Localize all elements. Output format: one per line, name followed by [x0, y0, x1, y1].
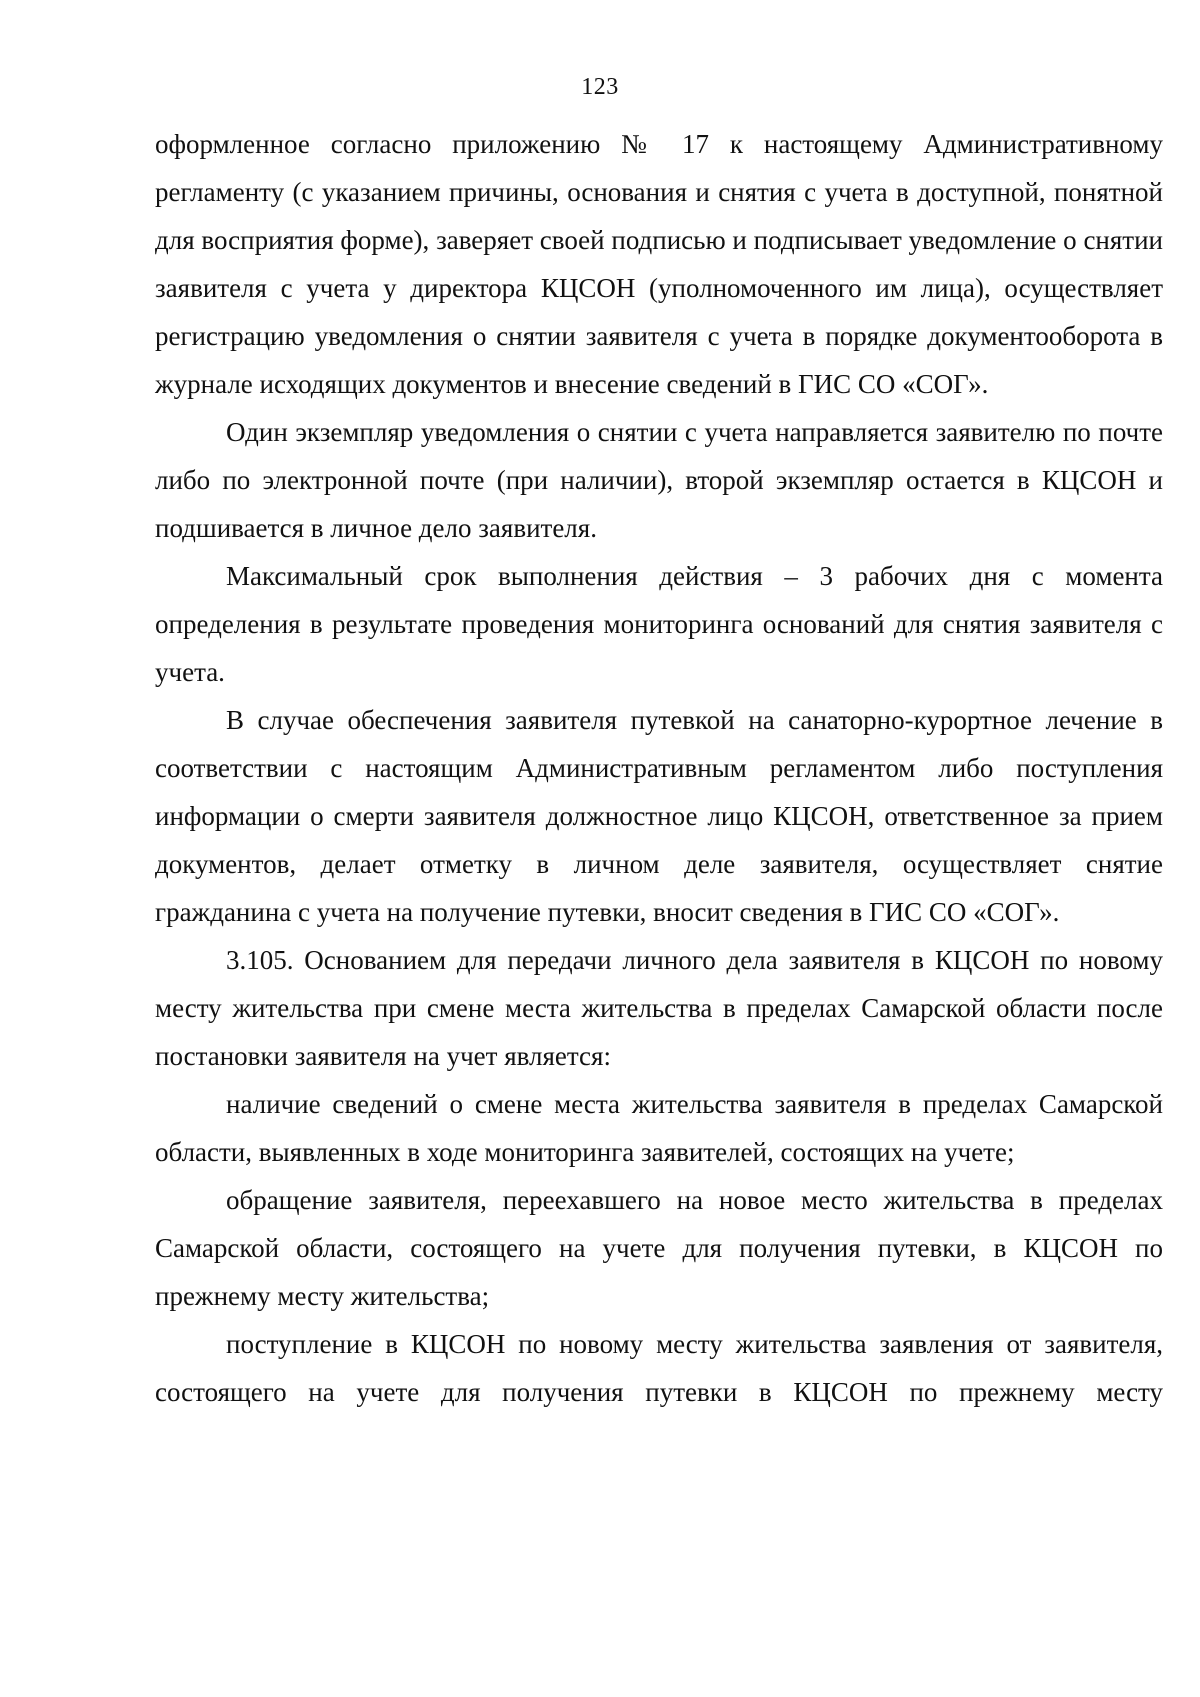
- list-item-change-of-residence: наличие сведений о смене места жительства заявителя в пределах Самарской области, выявленных в ходе мониторинга заявителей, состоящих на учете;: [155, 1089, 1163, 1167]
- paragraph-max-term: Максимальный срок выполнения действия – 3 рабочих дня с момента определения в результате проведения мониторинга оснований для снятия заявителя с учета.: [155, 561, 1163, 687]
- paragraph-continuation: оформленное согласно приложению № 17 к настоящему Административному регламенту (с указанием причины, основания и снятия с учета в доступной, понятной для восприятия форме), заверяет своей подписью и подписывает уведомление о снятии заявителя с учета у директора КЦСОН (уполномоченного им лица), осуществляет регистрацию уведомления о снятии заявителя с учета в порядке документооборота в журнале исходящих документов и внесение сведений в ГИС СО «СОГ».: [155, 129, 1163, 399]
- list-item-new-application: поступление в КЦСОН по новому месту жительства заявления от заявителя, состоящего на учете для получения путевки в КЦСОН по прежнему месту: [155, 1329, 1163, 1407]
- page-number: 123: [581, 74, 619, 100]
- paragraph-notification-copy: Один экземпляр уведомления о снятии с учета направляется заявителю по почте либо по электронной почте (при наличии), второй экземпляр остается в КЦСОН и подшивается в личное дело заявителя.: [155, 417, 1163, 543]
- paragraph-removal-case: В случае обеспечения заявителя путевкой на санаторно-курортное лечение в соответствии с настоящим Административным регламентом либо поступления информации о смерти заявителя должностное лицо КЦСОН, ответственное за прием документов, делает отметку в личном деле заявителя, осуществляет снятие гражданина с учета на получение путевки, вносит сведения в ГИС СО «СОГ».: [155, 705, 1163, 927]
- document-body: [155, 120, 1163, 1416]
- paragraph-3-105: 3.105. Основанием для передачи личного дела заявителя в КЦСОН по новому месту жительства при смене места жительства в пределах Самарской области после постановки заявителя на учет является:: [155, 945, 1163, 1071]
- list-item-applicant-request: обращение заявителя, переехавшего на новое место жительства в пределах Самарской области, состоящего на учете для получения путевки, в КЦСОН по прежнему месту жительства;: [155, 1185, 1163, 1311]
